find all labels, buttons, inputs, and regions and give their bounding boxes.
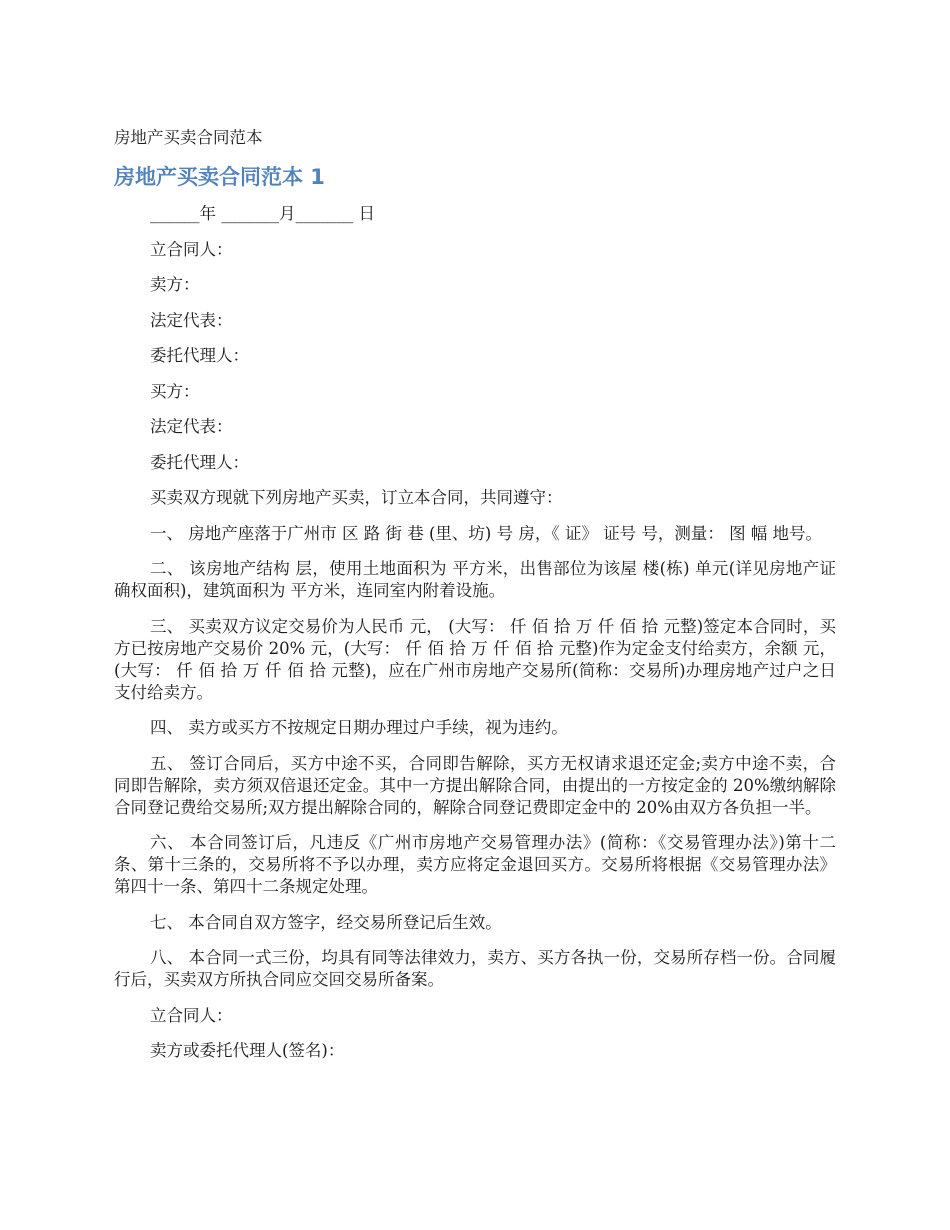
seller-signature-label: 卖方或委托代理人(签名)：	[150, 1041, 345, 1060]
party-label: 立合同人：	[150, 239, 233, 259]
clause-4: 四、 卖方或买方不按规定日期办理过户手续，视为违约。	[150, 718, 568, 737]
clause-8: 八、 本合同一式三份，均具有同等法律效力，卖方、买方各执一份，交易所存档一份。合同履行后，买卖双方所执合同应交回交易所备案。	[114, 948, 836, 989]
seller-agent-label: 委托代理人：	[150, 346, 249, 365]
clause-1: 一、 房地产座落于广州市 区 路 街 巷 (里、坊) 号 房，《 证》 证号 号，测量： 图 幅 地号。	[150, 523, 823, 543]
clause-3: 三、 买卖双方议定交易价为人民币 元， (大写： 仟 佰 拾 万 仟 佰 拾 元整)签定本合同时，买方已按房地产交易价 20% 元，(大写： 仟 佰 拾 万 仟 佰 拾 元整)作为定金支付给卖方，余额 元，(大写： 仟 佰 拾 万 仟 佰 拾 元整)，应在广州市房地产交易所(简称：交易所)办理房地产过户之日支付给卖方。	[114, 616, 836, 702]
buyer-agent-label: 委托代理人：	[150, 452, 249, 472]
preamble-paragraph: 买卖双方现就下列房地产买卖，订立本合同，共同遵守：	[150, 488, 563, 507]
section-heading: 房地产买卖合同范本 1	[114, 165, 325, 189]
signatory-label: 立合同人：	[150, 1005, 233, 1025]
seller-label: 卖方：	[150, 275, 200, 294]
document-title: 房地产买卖合同范本	[114, 128, 263, 147]
contract-body	[114, 203, 836, 1076]
clause-2: 二、 该房地产结构 层，使用土地面积为 平方米，出售部位为该屋 楼(栋) 单元(详见房地产证确权面积)，建筑面积为 平方米，连同室内附着设施。	[114, 559, 836, 600]
buyer-label: 买方：	[150, 381, 200, 401]
buyer-legal-rep-label: 法定代表：	[150, 417, 233, 436]
seller-legal-rep-label: 法定代表：	[150, 310, 233, 330]
clause-5: 五、 签订合同后，买方中途不买，合同即告解除，买方无权请求退还定金;卖方中途不卖，合同即告解除，卖方须双倍退还定金。其中一方提出解除合同，由提出的一方按定金的 20%缴纳解除合同登记费给交易所;双方提出解除合同的，解除合同登记费即定金中的 20%由双方各负担一半。	[114, 753, 836, 817]
clause-7: 七、 本合同自双方签字，经交易所登记后生效。	[150, 912, 502, 932]
clause-6: 六、 本合同签订后，凡违反《广州市房地产交易管理办法》(简称：《交易管理办法》)第十二条、第十三条的，交易所将不予以办理，卖方应将定金退回买方。交易所将根据《交易管理办法》第四十一条、第四十二条规定处理。	[114, 833, 836, 896]
date-line: ______年 _______月_______ 日	[150, 204, 375, 223]
